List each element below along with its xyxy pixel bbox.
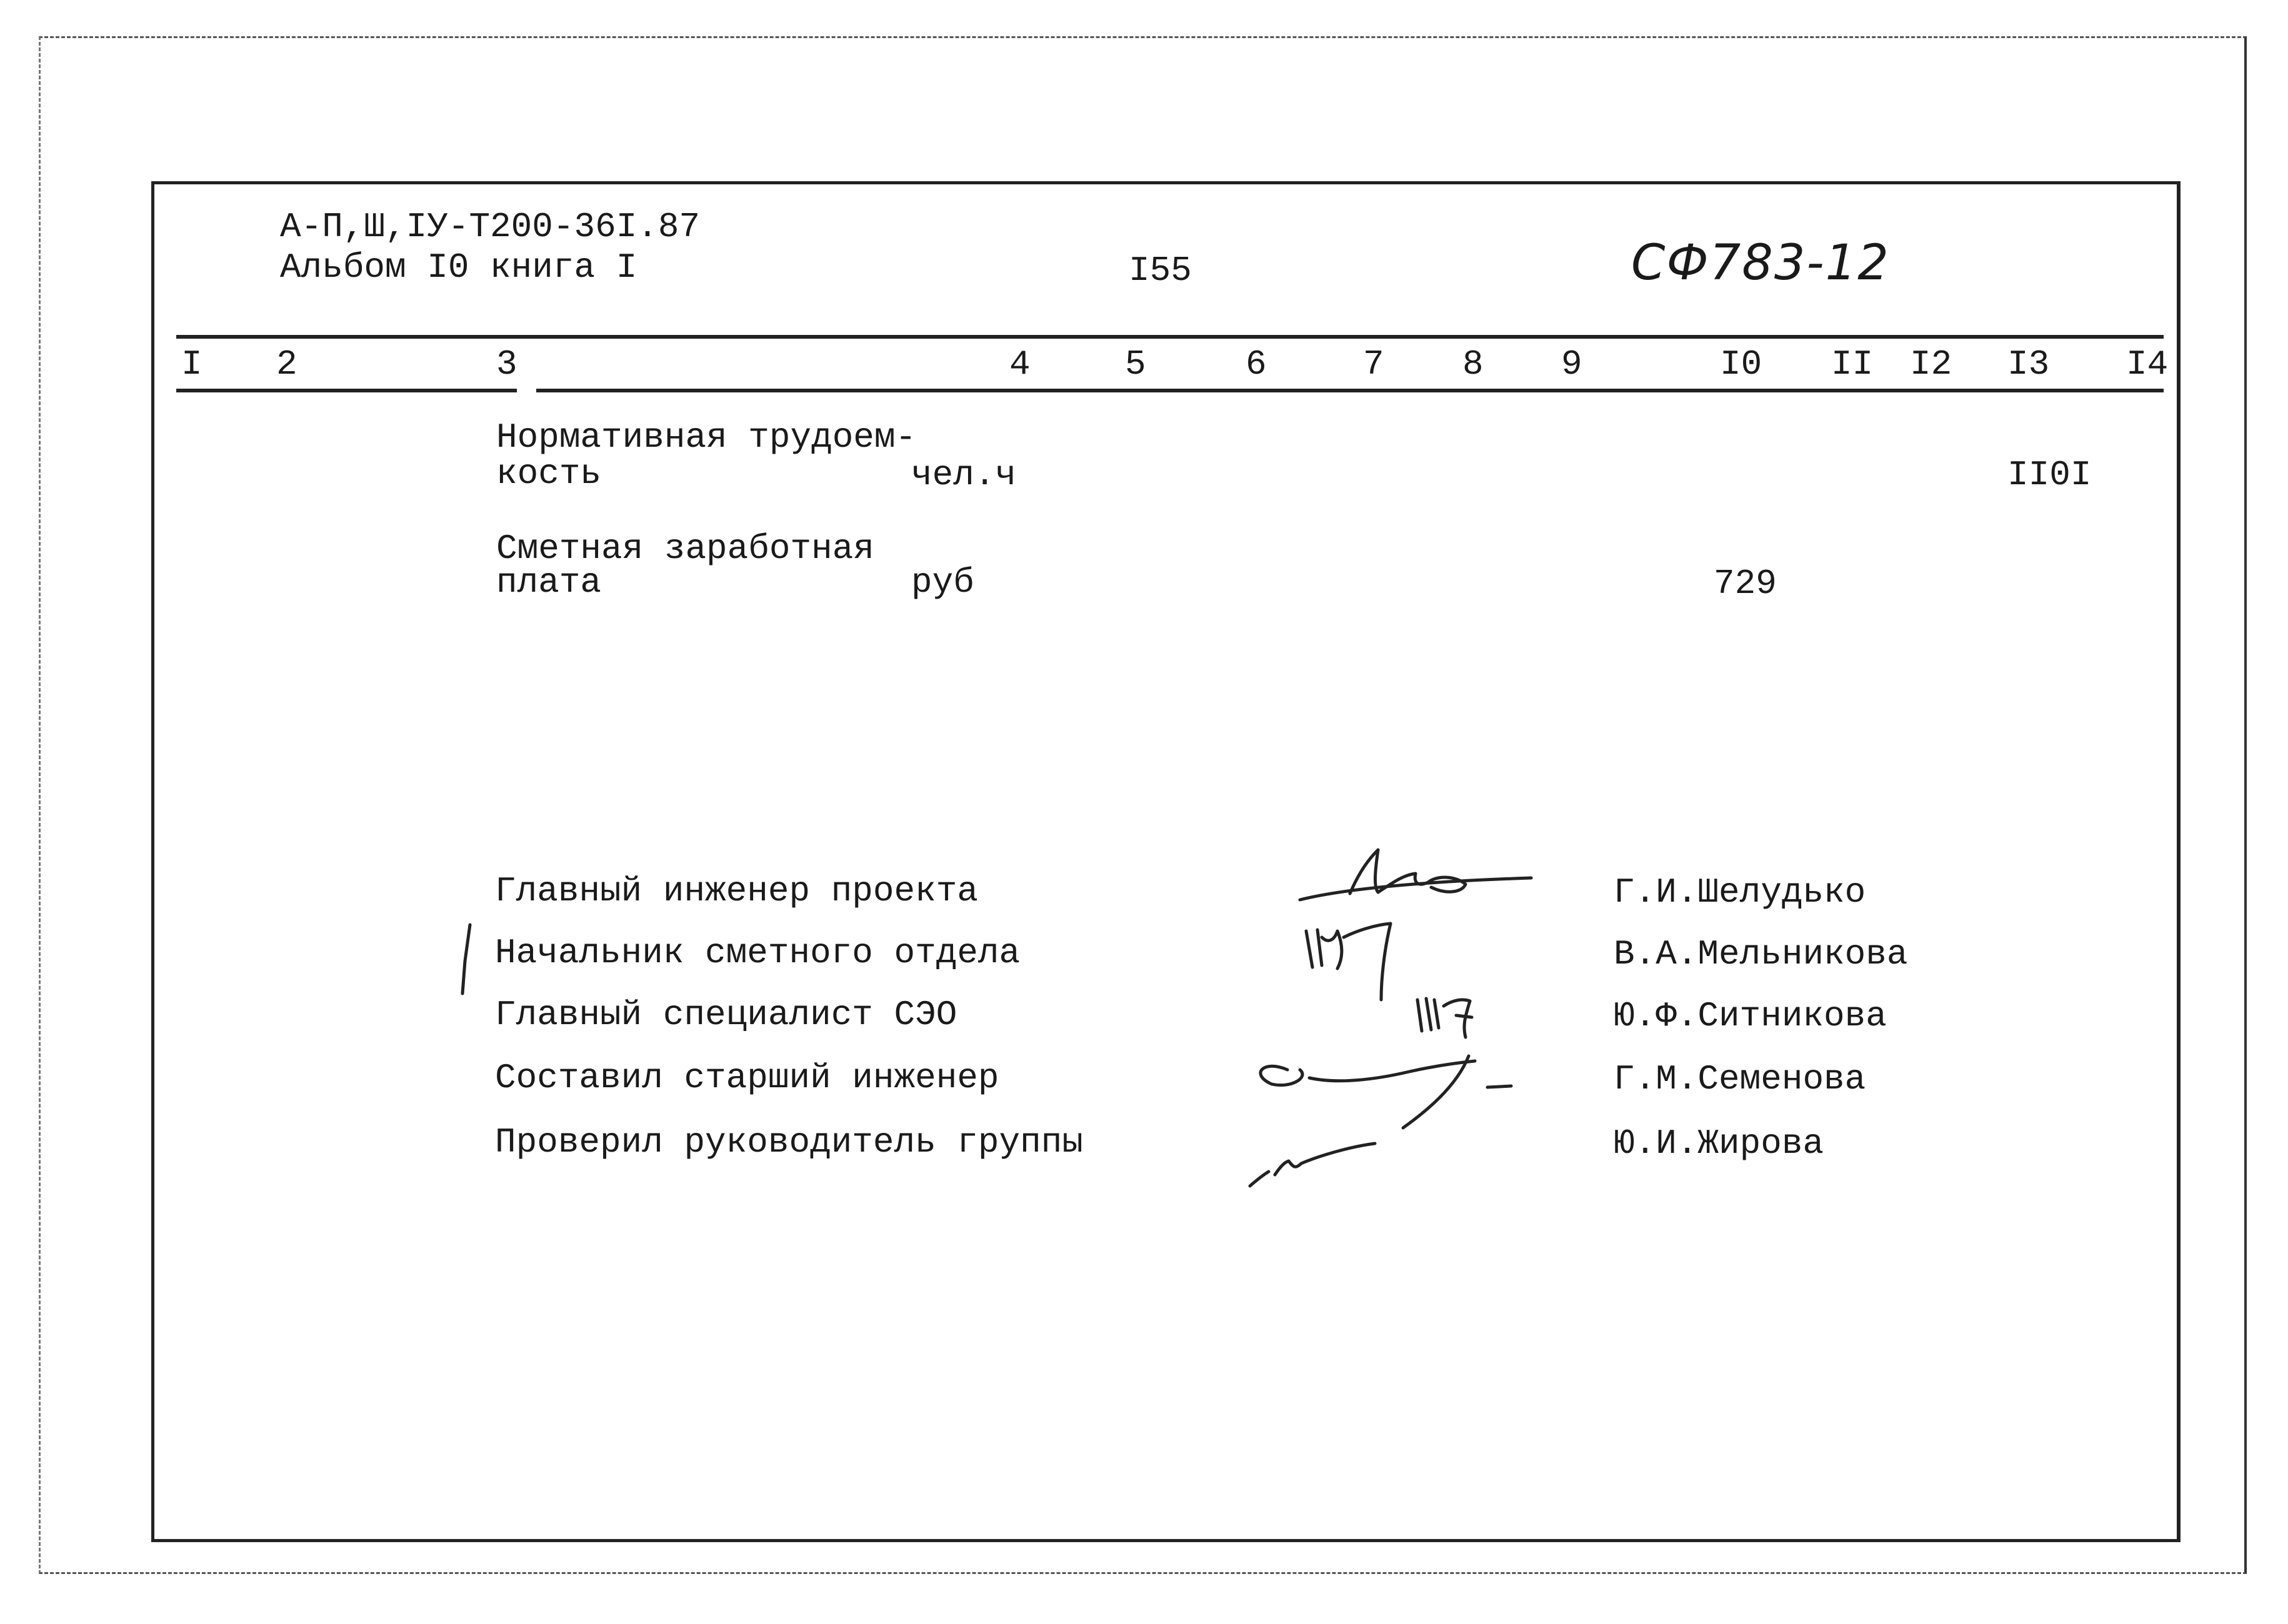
signature-name: Г.И.Шелудько <box>1614 872 1866 912</box>
page-number: I55 <box>1129 251 1192 291</box>
row-value-col10: 729 <box>1714 564 1777 604</box>
signature-position: Составил старший инженер <box>495 1058 999 1098</box>
column-number: 8 <box>1462 344 1484 384</box>
signature-position: Главный специалист СЭО <box>495 995 957 1035</box>
column-number: I <box>181 344 202 384</box>
column-number: 2 <box>276 344 297 384</box>
album-label: Альбом I0 книга I <box>280 247 637 287</box>
sheet-frame <box>151 181 2181 1542</box>
signature-position: Проверил руководитель группы <box>495 1122 1083 1162</box>
signature-position: Начальник сметного отдела <box>495 933 1021 973</box>
signature-name: Ю.И.Жирова <box>1614 1123 1824 1163</box>
row-name-line2: плата <box>496 562 602 602</box>
row-name-line2: кость <box>496 454 602 494</box>
row-value-col13: II0I <box>2007 455 2092 495</box>
header-rule-bottom-left <box>176 389 517 392</box>
column-number: 3 <box>496 344 517 384</box>
column-number: 5 <box>1125 344 1146 384</box>
document-designation: А-П,Ш,IУ-Т200-36I.87 <box>280 207 701 247</box>
row-unit: чел.ч <box>911 455 1017 495</box>
header-rule-top <box>176 335 2164 339</box>
signature-name: В.А.Мельникова <box>1614 934 1908 974</box>
column-number: I0 <box>1720 344 1762 384</box>
column-number: I4 <box>2126 344 2169 384</box>
row-unit: руб <box>911 562 974 602</box>
column-number: 7 <box>1363 344 1384 384</box>
signature-name: Г.М.Семенова <box>1614 1059 1866 1099</box>
column-number: 9 <box>1561 344 1582 384</box>
column-number: I3 <box>2007 344 2050 384</box>
sheet-code: СФ783-12 <box>1631 235 1890 291</box>
row-name-line1: Нормативная трудоем- <box>496 417 917 457</box>
row-name-line1: Сметная заработная <box>496 529 874 569</box>
signature-position: Главный инженер проекта <box>495 871 978 911</box>
header-rule-bottom-right <box>536 389 2164 392</box>
column-number: I2 <box>1910 344 1952 384</box>
column-number: 4 <box>1009 344 1031 384</box>
signature-name: Ю.Ф.Ситникова <box>1614 996 1887 1036</box>
column-number: 6 <box>1246 344 1267 384</box>
column-number: II <box>1831 344 1874 384</box>
